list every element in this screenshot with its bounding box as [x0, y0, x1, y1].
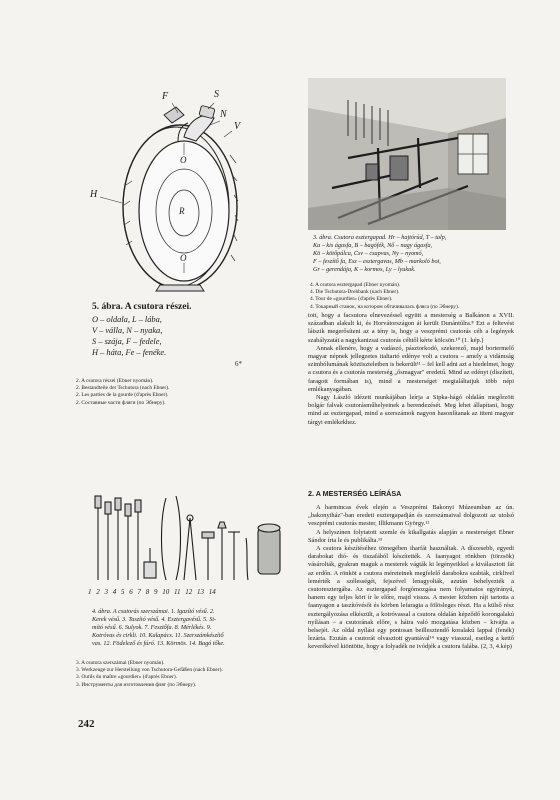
label-H: H — [90, 189, 98, 200]
fig5-mark: 6* — [235, 360, 242, 368]
fig5-title: 5. ábra. A csutora részei. — [92, 302, 192, 312]
translation-line: 2. Les parties de la gourde (d'après Ebner). — [76, 392, 169, 399]
translation-line: 4. A csutora esztergapad (Ebner nyomán). — [310, 282, 401, 288]
tools-translations — [76, 660, 286, 689]
fig5-legend-line: S – szája, F – fedele, — [92, 337, 162, 346]
tools-caption-line: mító vésű. 6. Sulyok. 7. Fesztőfa. 8. Mérlékés. 9. — [92, 624, 212, 632]
photo-translations — [310, 282, 510, 311]
tool-number: 7 — [137, 588, 141, 596]
label-S: S — [214, 89, 219, 100]
paragraph: Nagy László idézett munkájában leírja a Sipka-hágó oldalán megőrzött bolgár falvak csutorásműhelyeinek a berendezését. Meg lehet állapítani, hogy mind az esztergapad, mind a szerszámok nagyon hasonlítanak az itteni magyar tárgyi emlékekhez. — [308, 394, 514, 426]
tool-number: 3 — [104, 588, 108, 596]
photo-caption-line: Gr – gerendája, K – kormos, Ly – lyukak. — [313, 266, 416, 274]
paragraph: Annak ellenére, hogy a vadászó, pásztorkodó, szekerező, majd bortermelő magyar népnek jellegzetes italtartó edénye volt a csutora – amely a vidámság szimbólumának köztiszteletben is bekerült¹¹ – fel kell adni azt a hiedelmet, hogy a csutora és a csutorás mesterség „ősmagyar" eredetű. Mind az edényt (díszített, faragott formában is), mind a mesterséget megtaláltatjuk több népi emlékanyagában. — [308, 344, 514, 393]
photo-caption-line: 3. ábra. Csutora esztergapad. Hr – hajtórúd, T – talp, — [313, 234, 447, 241]
tool-number: 8 — [145, 588, 150, 596]
photo-caption-line: F – feszítő fa, Esz – esztergavas, Mb – markoló bot, — [313, 258, 441, 266]
section-heading: 2. A MESTERSÉG LEÍRÁSA — [308, 489, 402, 498]
translation-line: 3. A csutora szerszámai (Ebner nyomán). — [76, 660, 165, 666]
tool-number: 11 — [174, 588, 181, 596]
fig5-legend-line: O – oldala, L – lába, — [92, 315, 162, 324]
body-column-bottom — [308, 504, 514, 652]
tools-caption-line: 4. ábra. A csutorás szerszámai. 1. Igazító vésű. 2. — [92, 608, 215, 615]
label-F: F — [162, 91, 169, 102]
tool-number: 6 — [129, 588, 133, 596]
translation-line: 4. Токарный станок, на котором обтачивалась фляга (по Эбнеру). — [310, 303, 460, 310]
label-O-bottom: O — [180, 253, 187, 263]
fig5-translations — [76, 378, 266, 407]
label-R: R — [179, 206, 185, 216]
paragraph: A helyszínen folytatott szemle és kikallgatás alapján a mesterséget Ebner Sándor írta le és publikálta.¹³ — [308, 528, 514, 544]
paragraph: A csutora készítéséhez tömegében iharfát használtak. A díszesebb, egyedi darabokat dió- és tiszafából készítették. A faanyagot rönkben (törzsök) vásárolták, gyakran maguk a mesterek vágták ki legényeikkel a kiválasztott fát az erdőn. A rönköt a csutora méreteinek megfelelő darabokra szabták, cirklivel lemérték a szélességét, fejszével lenagyolták, azután behelyezték a csutoresztergába. Az esztergapad forgómozgása nem folyamatos egyirányú, hanem egy teljes kört ír le előre, majd vissza. A mester közben rájt tartotta a faanyagon a taszítóvésőt és körben lefaragta a fölösleges részt. Ha a külső rész esztergályozása elkészült, a kotróvassal a csutora oldalán képződő korongalakú nyílásan – a csutorának előre, s hátra való mozgatása közben – kivájta a belsejét. Az oldal nyílást egy pontosan beillesztendő koralakú lappal (fenék) lezárta. Ezután a csutorát olvasztott gyantával¹⁴ vagy viasszal, esetleg a kettő keverékével kiöntötte, hogy a folyadék ne ivódjék a csutora falába. (2, 3, 4.kép) — [308, 545, 514, 651]
tool-number: 2 — [96, 588, 100, 596]
tool-number: 14 — [208, 588, 216, 596]
tools-caption — [92, 608, 282, 648]
translation-line: 3. Инструменты для изготовления фляг (по Эбнеру). — [76, 681, 197, 688]
translation-line: 4. Tour de «gourdier» (d'après Ebner). — [310, 296, 393, 303]
tool-number: 4 — [112, 588, 117, 596]
translation-line: 3. Werkzeuge zur Herstellung von Tschutora-Gefäßen (nach Ebner). — [76, 667, 223, 674]
label-V: V — [234, 121, 241, 132]
fig5-legend-line: V – válla, N – nyaka, — [92, 326, 163, 335]
fig5-legend-line: H – háta, Fe – fenéke. — [92, 348, 167, 357]
tools-caption-line: Kerek vésű. 3. Taszító vésű. 4. Esztergavésű. 5. Si- — [92, 616, 217, 624]
translation-line: 4. Die Tschutora-Drehbank (nach Ebner). — [310, 289, 400, 296]
tool-number: 9 — [154, 588, 158, 596]
figure-csutora-parts — [80, 85, 250, 300]
tools-caption-line: vas. 12. Födelező és fúró. 13. Körmös. 14. Bagó tőke. — [92, 640, 225, 648]
tool-number: 1 — [88, 588, 92, 596]
paragraph: A harmincas évek elején a Veszprémi Bakonyi Múzeumban az ún. „bakonyiház"-ban eredeti esztergapadján és szerszámaival dolgozott az utolsó veszprémi csutorás mester, Illikmann György.¹² — [308, 504, 514, 528]
paragraph: tott, hogy a facsutora elnevezéssel együtt a mesterség a Balkánon a XVII. században alakult ki, és Horvátországon át került Dunántúlra.⁸ Ezt a feltevést látszik megerősíteni az a tény is, hogy a veszprémi csutorás céh a legények szabályzatát a nagykanizsai csutorás céhtől kérte kölcsön.¹⁰ (1. kép.) — [308, 312, 514, 344]
translation-line: 2. Составные части фляги (по Эбнеру). — [76, 399, 166, 406]
photo-caption — [313, 234, 509, 274]
label-O-top: O — [180, 155, 187, 165]
translation-line: 3. Outils du maître «gourdier» (d'après Ebner). — [76, 674, 177, 681]
figure-tools — [78, 488, 288, 606]
photo-caption-line: Kö – kötőpálca, Csv – csapvas, Ny – nyomó, — [313, 250, 424, 258]
tool-number: 10 — [162, 588, 170, 596]
fig5-caption — [92, 302, 242, 368]
label-N: N — [220, 109, 227, 120]
tool-number: 13 — [196, 588, 204, 596]
tool-number: 5 — [121, 588, 125, 596]
photo-lathe-workshop — [308, 78, 506, 230]
photo-caption-line: Ka – kis ágasfa, B – bagófék, Nő – nagy ágasfa, — [313, 242, 433, 250]
lathe-photo — [308, 78, 506, 230]
tool-number: 12 — [185, 588, 193, 596]
translation-line: 2. Bestandteile der Tschutora (nach Ebner). — [76, 385, 170, 392]
translation-line: 2. A csutora részei (Ebner nyomán). — [76, 378, 154, 384]
tools-caption-line: Kotróvas és cirkli. 10. Kalapács. 11. Szerszámkészítő — [92, 632, 224, 640]
page-number: 242 — [78, 718, 95, 730]
tool-numbers — [88, 588, 216, 596]
body-column-top — [308, 312, 514, 427]
